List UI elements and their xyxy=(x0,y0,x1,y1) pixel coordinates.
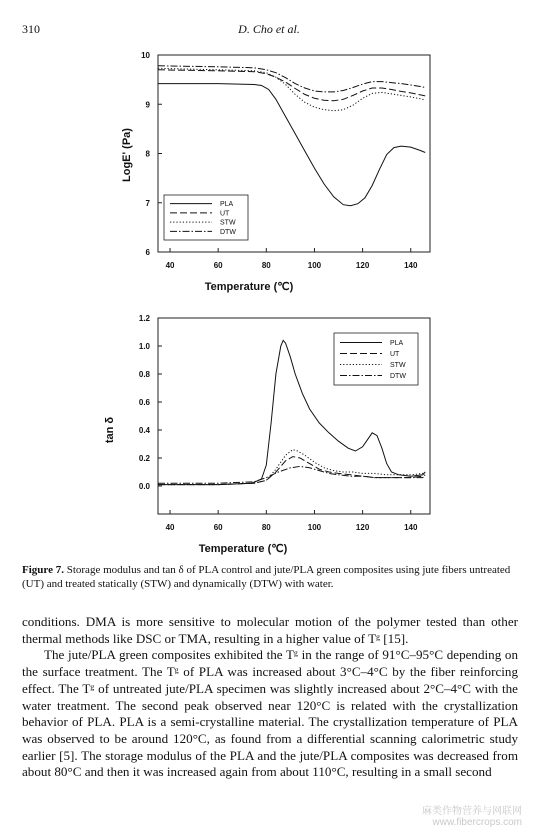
x-tick-label: 100 xyxy=(307,261,322,270)
watermark xyxy=(422,806,522,828)
y-tick-label: 0.6 xyxy=(138,398,150,407)
series-line-ut xyxy=(158,457,425,485)
x-axis-label: Temperature (℃) xyxy=(198,543,288,555)
x-axis-label: Temperature (℃) xyxy=(204,281,294,293)
x-tick-label: 60 xyxy=(213,261,223,270)
series-line-dtw xyxy=(158,466,425,483)
legend-label-pla: PLA xyxy=(220,201,234,209)
y-tick-label: 8 xyxy=(145,149,150,159)
legend-label-dtw: DTW xyxy=(220,228,236,236)
paragraph-2: The jute/PLA green composites exhibited the Tᵍ in the range of 91°C–95°C depending on the surface treatment. The Tᵍ of PLA was increased about 3°C–4°C by the fiber reinforcing effect. The Tᵍ of untreated jute/PLA specimen was slightly increased about 2°C–4°C with the water treatment. The second peak observed near 120°C is related with the crystallization behavior of PLA. PLA is a semi-crystalline material. The crystallization temperature of PLA was observed to be around 120°C, as found from a differential scanning calorimetric study earlier [5]. The storage modulus of the PLA and the jute/PLA composites was decreased from about 80°C and then it was increased again from about 110°C, resulting in a small second xyxy=(22,647,518,780)
y-tick-label: 1.2 xyxy=(138,314,150,323)
y-tick-label: 10 xyxy=(141,51,150,60)
x-tick-label: 100 xyxy=(307,523,322,532)
x-tick-label: 40 xyxy=(165,261,175,270)
paragraph-1: conditions. DMA is more sensitive to molecular motion of the polymer tested than other thermal methods like DSC or TMA, resulting in a higher value of Tᵍ [15]. xyxy=(22,614,518,646)
page-number: 310 xyxy=(22,22,40,36)
y-tick-label: 1.0 xyxy=(138,342,150,351)
series-line-stw xyxy=(158,450,425,485)
y-tick-label: 7 xyxy=(145,198,150,208)
x-tick-label: 120 xyxy=(355,261,370,270)
tan-delta-chart xyxy=(0,305,538,560)
figure-caption xyxy=(22,563,518,591)
legend-label-stw: STW xyxy=(390,362,406,369)
legend-label-stw: STW xyxy=(220,219,236,227)
y-tick-label: 6 xyxy=(145,248,150,257)
series-line-stw xyxy=(158,68,425,110)
x-tick-label: 140 xyxy=(404,261,418,270)
x-tick-label: 80 xyxy=(261,523,271,532)
y-tick-label: 0.2 xyxy=(138,454,150,463)
caption-text: Storage modulus and tan δ of PLA control and jute/PLA green composites using jute fibers untreated (UT) and treated statically (STW) and dynamically (DTW) with water. xyxy=(22,564,511,590)
storage-modulus-chart xyxy=(0,45,538,305)
x-tick-label: 60 xyxy=(213,523,223,532)
series-line-pla xyxy=(158,84,425,209)
watermark-line-1: 麻类作物营养与网联网 xyxy=(422,806,522,817)
y-tick-label: 0.8 xyxy=(138,370,150,379)
x-tick-label: 40 xyxy=(165,523,175,532)
y-tick-label: 0.0 xyxy=(138,482,150,491)
legend-label-ut: UT xyxy=(220,210,230,218)
x-tick-label: 120 xyxy=(355,523,370,532)
body-text xyxy=(22,614,518,781)
series-line-dtw xyxy=(158,66,425,92)
y-axis-label: tan δ xyxy=(104,416,116,444)
y-axis-label: LogE' (Pa) xyxy=(121,128,133,182)
x-tick-label: 140 xyxy=(404,523,418,532)
running-head-authors: D. Cho et al. xyxy=(238,22,300,36)
y-tick-label: 0.4 xyxy=(138,426,150,435)
legend-label-pla: PLA xyxy=(390,340,404,347)
y-tick-label: 9 xyxy=(145,100,150,110)
caption-label: Figure 7. xyxy=(22,564,64,576)
x-tick-label: 80 xyxy=(261,261,271,270)
watermark-line-2: www.fibercrops.com xyxy=(432,817,522,828)
legend-label-dtw: DTW xyxy=(390,373,406,380)
series-line-ut xyxy=(158,70,425,101)
legend-label-ut: UT xyxy=(390,351,400,358)
